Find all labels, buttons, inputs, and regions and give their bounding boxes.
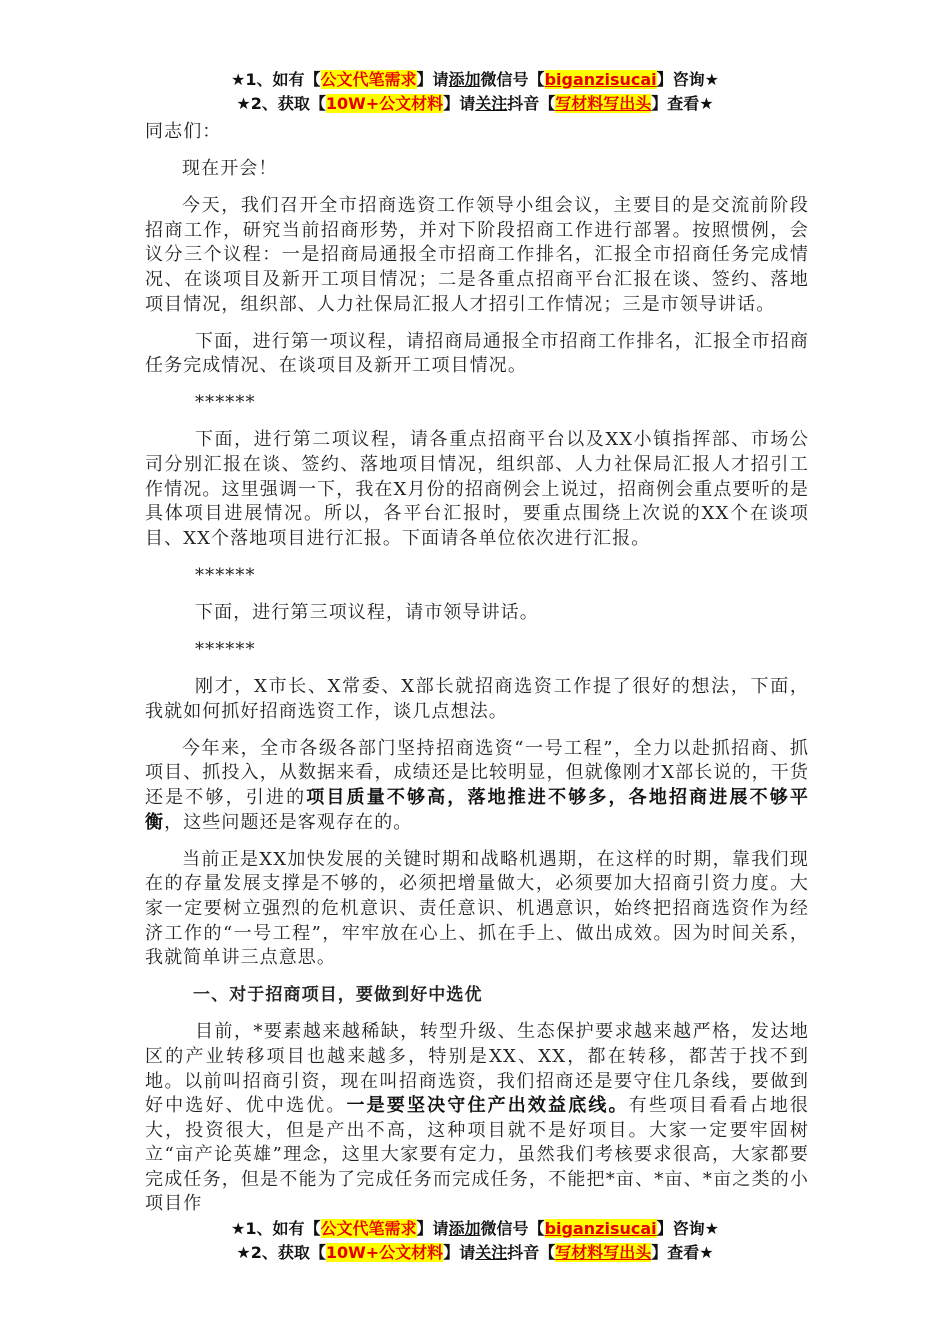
text: 目前，*要素越来越稀缺，转型升级、生态保护要求越来越严格，发达地区的产业转移项目也越来越多，特别是XX、XX，都在转移，都苦于找不到地。以前叫招商引资，现在叫招商选资，我们招商还是要守住几条线，要做到好中选好、优中选优。 (145, 1021, 809, 1117)
highlight-text: 公文代笔需求 (320, 70, 417, 89)
promo-line-1 (0, 1217, 950, 1241)
paragraph (145, 737, 809, 835)
paragraph: 今天，我们召开全市招商选资工作领导小组会议，主要目的是交流前阶段招商工作，研究当前招商形势，并对下阶段招商工作进行部署。按照惯例，会议分三个议程：一是招商局通报全市招商工作排名，汇报全市招商任务完成情况、在谈项目及新开工项目情况；二是各重点招商平台汇报在谈、签约、落地项目情况，组织部、人力社保局汇报人才招引工作情况；三是市领导讲话。 (145, 195, 809, 315)
text: 有些项目看看占地很大，投资很大，但是产出不高，这种项目就不是好项目。大家一定要牢固树立“亩产论英雄”理念，这里大家要有定力，虽然我们考核要求很高，大家都要完成任务，但是不能为了完成任务而完成任务，不能把*亩、*亩、*亩之类的小项目作 (145, 1095, 809, 1215)
separator: ****** (195, 392, 256, 414)
text: 】咨询★ (656, 1219, 719, 1238)
promo-banner-bottom (0, 1217, 950, 1265)
douyin-id: 写材料写出头 (555, 1243, 652, 1262)
highlight-text: 10W+公文材料 (325, 1243, 444, 1262)
paragraph: 下面，进行第二项议程，请各重点招商平台以及XX小镇指挥部、市场公司分别汇报在谈、签约、落地项目情况，组织部、人力社保局汇报人才招引工作情况。这里强调一下，我在X月份的招商例会上说过，招商例会重点要听的是具体项目进展情况。所以，各平台汇报时，要重点围绕上次说的XX个在谈项目、XX个落地项目进行汇报。下面请各单位依次进行汇报。 (145, 429, 809, 549)
text: 】查看★ (651, 94, 714, 113)
promo-line-1 (0, 68, 950, 92)
wechat-id: biganzisucai (544, 1219, 657, 1238)
wechat-id: biganzisucai (544, 70, 657, 89)
paragraph: 现在开会！ (182, 158, 278, 180)
document-body (145, 120, 809, 1230)
text: ★2、获取【 (236, 1243, 326, 1262)
text: 】请 (416, 70, 449, 89)
text: ★1、如有【 (231, 1219, 321, 1238)
underlined-text: 添加 (448, 1219, 481, 1238)
underlined-text: 关注 (475, 94, 508, 113)
section-heading: 一、对于招商项目，要做到好中选优 (193, 985, 483, 1006)
highlight-text: 公文代笔需求 (320, 1219, 417, 1238)
promo-banner-top (0, 68, 950, 116)
paragraph: 刚才，X市长、X常委、X部长就招商选资工作提了很好的想法，下面，我就如何抓好招商选资工作，谈几点想法。 (145, 676, 809, 722)
text: 今年来，全市各级各部门坚持招商选资“一号工程”，全力以赴抓招商、抓项目、抓投入，从数据来看，成绩还是比较明显，但就像刚才X部长说的，干货还是不够，引进的 (145, 737, 809, 809)
promo-line-2 (0, 92, 950, 116)
text: 抖音【 (507, 94, 556, 113)
text: 】咨询★ (656, 70, 719, 89)
salutation: 同志们： (145, 121, 222, 142)
underlined-text: 关注 (475, 1243, 508, 1262)
paragraph: 下面，进行第一项议程，请招商局通报全市招商工作排名，汇报全市招商任务完成情况、在谈项目及新开工项目情况。 (145, 330, 809, 377)
bold-text: 项目质量不够高，落地推进不够多，各地招商进展不够平衡 (145, 787, 809, 833)
douyin-id: 写材料写出头 (555, 94, 652, 113)
text: 】请 (443, 1243, 476, 1262)
text: 微信号【 (480, 70, 545, 89)
separator: ****** (195, 639, 256, 661)
text: 抖音【 (507, 1243, 556, 1262)
text: 】查看★ (651, 1243, 714, 1262)
underlined-text: 添加 (448, 70, 481, 89)
paragraph (145, 1020, 809, 1217)
text: ，这些问题还是客观存在的。 (164, 811, 413, 833)
text: 微信号【 (480, 1219, 545, 1238)
text: 】请 (416, 1219, 449, 1238)
paragraph: 当前正是XX加快发展的关键时期和战略机遇期，在这样的时期，靠我们现在的存量发展支撑是不够的，必须把增量做大，必须要加大招商引资力度。大家一定要树立强烈的危机意识、责任意识、机遇意识，始终把招商选资作为经济工作的“一号工程”，牢牢放在心上、抓在手上、做出成效。因为时间关系，我就简单讲三点意思。 (145, 848, 809, 969)
bold-text: 一是要坚决守住产出效益底线。 (346, 1095, 629, 1117)
text: 】请 (443, 94, 476, 113)
text: ★2、获取【 (236, 94, 326, 113)
separator: ****** (195, 564, 256, 586)
highlight-text: 10W+公文材料 (325, 94, 444, 113)
text: ★1、如有【 (231, 70, 321, 89)
paragraph: 下面，进行第三项议程，请市领导讲话。 (195, 602, 539, 623)
promo-line-2 (0, 1241, 950, 1265)
